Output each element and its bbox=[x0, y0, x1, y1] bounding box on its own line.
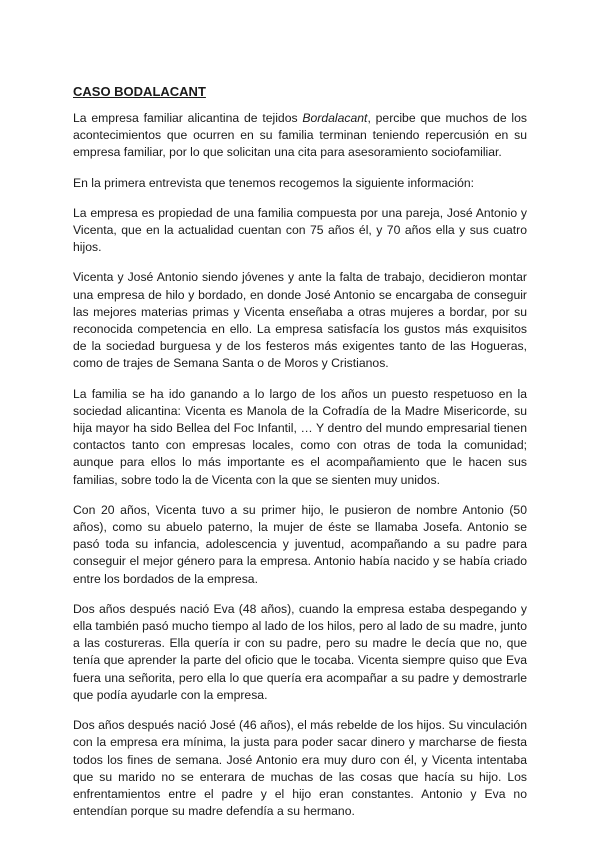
paragraph-society: La familia se ha ido ganando a lo largo de los años un puesto respetuoso en la sociedad alicantina: Vicenta es Manola de la Cofradía de la Madre Misericorde, su hija mayor ha sido Bellea del Foc Infantil, … Y dentro del mundo empresarial tienen contactos tanto con empresas locales, como con otras de toda la comunidad; aunque para ellos lo más importante es el acompañamiento que le hacen sus familias, sobre todo la de Vicenta con la que se sienten muy unidos. bbox=[73, 386, 527, 487]
paragraph-antonio: Con 20 años, Vicenta tuvo a su primer hijo, le pusieron de nombre Antonio (50 años), como su abuelo paterno, la mujer de éste se llamaba Josefa. Antonio se pasó toda su infancia, adolescencia y juventud, acompañando a su padre para conseguir el mejor género para la empresa. Antonio había nacido y se había criado entre los bordados de la empresa. bbox=[73, 502, 527, 586]
paragraph-intro-end: , percibe que muchos de los acontecimientos que ocurren en su familia terminan teniendo repercusión en su empresa familiar, por lo que solicitan una cita para asesoramiento sociofamiliar. bbox=[73, 111, 527, 160]
paragraph-intro-start: La empresa familiar alicantina de tejidos bbox=[73, 111, 303, 125]
company-name-italic: Bordalacant bbox=[302, 111, 368, 125]
paragraph-jose: Dos años después nació José (46 años), el más rebelde de los hijos. Su vinculación con la empresa era mínima, la justa para poder sacar dinero y marcharse de fiesta todos los fines de semana. José Antonio era muy duro con él, y Vicenta intentaba que su marido no se enterara de muchas de las cosas que hacía su hijo. Los enfrentamientos entre el padre y el hijo eran constantes. Antonio y Eva no entendían porque su madre defendía a su hermano. bbox=[73, 718, 527, 819]
document-title: CASO BODALACANT bbox=[73, 84, 206, 99]
paragraph-ownership: La empresa es propiedad de una familia compuesta por una pareja, José Antonio y Vicenta, que en la actualidad cuentan con 75 años él, y 70 años ella y sus cuatro hijos. bbox=[73, 205, 527, 255]
paragraph-interview: En la primera entrevista que tenemos recogemos la siguiente información: bbox=[73, 175, 475, 190]
paragraph-intro bbox=[73, 110, 527, 162]
paragraph-eva: Dos años después nació Eva (48 años), cuando la empresa estaba despegando y ella también pasó mucho tiempo al lado de los hilos, pero al lado de su madre, junto a las costureras. Ella quería ir con su padre, pero su madre le decía que no, que tenía que aprender la parte del oficio que le tocaba. Vicenta siempre quiso que Eva fuera una señorita, pero ella lo que quería era acompañar a su padre y demostrarle que podía ayudarle con la empresa. bbox=[73, 601, 527, 702]
paragraph-history: Vicenta y José Antonio siendo jóvenes y ante la falta de trabajo, decidieron montar una empresa de hilo y bordado, en donde José Antonio se encargaba de conseguir las mejores materias primas y Vicenta enseñaba a otras mujeres a bordar, por su reconocida competencia en ello. La empresa satisfacía los gustos más exquisitos de la sociedad burguesa y de los festeros más exigentes tanto de las Hogueras, como de trajes de Semana Santa o de Moros y Cristianos. bbox=[73, 270, 527, 371]
document-page bbox=[73, 84, 527, 833]
